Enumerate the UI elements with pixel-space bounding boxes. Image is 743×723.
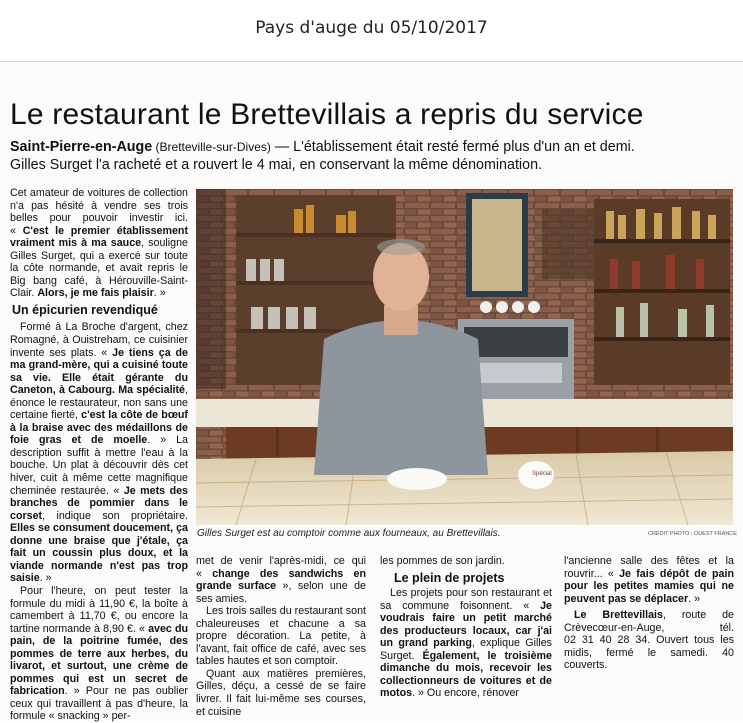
paragraph: Pour l'heure, on peut tester la formule du midi à 11,90 €, la boîte à camembert à 11,70 €, ou encore la tartine normande à 8,90 €. « avec du pain, de la poitrine fumée, des pommes de terre aux herbes, du livarot, et surtout, une crème de pommes qui est un secret de fabrication. » Pour ne pas oublier ceux qui travaillent à pas d'heure, la formule « snacking » per- [10,584,188,723]
article-lead [10,138,730,174]
paragraph: les pommes de son jardin. [380,555,505,567]
section-subhead: Le plein de projets [394,570,505,585]
photo-credit: CRÉDIT PHOTO : OUEST FRANCE [648,531,737,537]
lead-place: Saint-Pierre-en-Auge [10,139,153,155]
article-column-2 [196,555,366,718]
article-column-4 [564,555,734,672]
paragraph: met de venir l'après-midi, ce qui « change des sandwichs en grande surface », selon une de ses amies. [196,555,367,605]
lead-place-detail: (Bretteville-sur-Dives) [152,140,271,154]
bar-counter-photo [196,189,733,525]
page-title: Pays d'auge du 05/10/2017 [255,18,488,38]
article-photo [196,189,733,525]
paragraph: Quant aux matières premières, Gilles, déçu, a cessé de se faire livrer. Il fait lui-même ses courses, et cuisine [196,667,366,718]
paragraph: Le Brettevillais, route de Crèvecœur-en-Auge, tél. 02 31 40 28 34. Ouvert tous les midis, fermé le samedi. 40 couverts. [564,609,734,672]
page-header [0,0,743,62]
photo-caption: Gilles Surget est au comptoir comme aux fourneaux, au Brettevillais. [197,528,501,539]
lead-text-2: Gilles Surget l'a racheté et a rouvert le 4 mai, en conservant la même dénomination. [10,157,542,173]
cup-label: Spécial [532,471,552,477]
paragraph: l'ancienne salle des fêtes et la rouvrir... « Je fais dépôt de pain pour les petites mamies qui ne peuvent pas se déplacer. » [564,555,735,605]
paragraph: Les trois salles du restaurant sont chaleureuses et chacune a sa propre décoration. La petite, à l'avant, fait office de café, avec ses tables hautes et son comptoir. [196,605,366,668]
article-column-3 [380,555,552,700]
paragraph: Formé à La Broche d'argent, chez Romagné, à Ouistreham, ce cuisinier invente ses plats. « Je tiens ça de ma grand-mère, qui a cuisiné toute sa vie. Elle était gérante du Caneton, à Cabourg. Ma spécialité, énonce le restaurateur, non sans une certaine fierté, c'est la côte de bœuf à la braise avec des médaillons de foie gras et de moelle. » La description suffit à mettre l'eau à la bouche. Un plat à découvrir dès cet hiver, cuit à même cette magnifique cheminée restaurée. « Je mets des branches de pommier dans le corset, indique son propriétaire. Elles se consument doucement, ça donne une braise que j'étale, ça fait un coussin plus doux, et la viande normande n'est pas trop saisie. » [10,321,188,585]
paragraph: Cet amateur de voitures de collection n'a pas hésité à vendre ses trois belles pour pouvoir investir ici. « C'est le premier établissement vraiment mis à ma sauce, souligne Gilles Surget, qui a exercé sur toute la côte normande, et avait repris le Big bang café, à Hérouville-Saint-Clair. Alors, je me fais plaisir. » [10,187,188,300]
paragraph: Les projets pour son restaurant et sa commune foisonnent. « Je voudrais faire un petit marché des producteurs locaux, car j'ai un grand parking, explique Gilles Surget. Également, le troisième dimanche du mois, recevoir les collectionneurs de voitures et de motos. » Ou encore, rénover [380,587,553,700]
lead-text-1: — L'établissement était resté fermé plus d'un an et demi. [270,139,635,155]
section-subhead: Un épicurien revendiqué [12,302,158,317]
article-column-1 [10,187,188,723]
article-headline: Le restaurant le Brettevillais a repris du service [10,98,644,131]
